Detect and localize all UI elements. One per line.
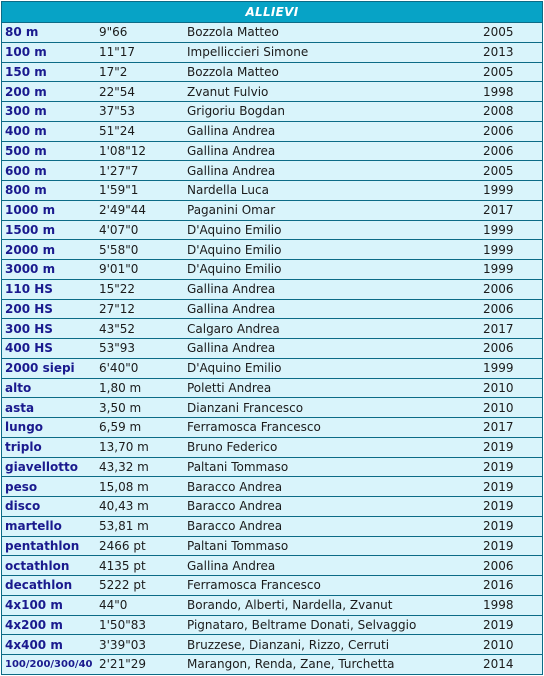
athlete-cell: Bozzola Matteo (187, 64, 279, 79)
table-row (2, 339, 542, 358)
table-row (2, 379, 542, 398)
table-row (2, 181, 542, 200)
table-row (2, 102, 542, 121)
year-cell: 2019 (483, 519, 514, 534)
year-cell: 1999 (483, 242, 514, 257)
year-cell: 2006 (483, 341, 514, 356)
event-cell: 200 m (5, 84, 47, 99)
athlete-cell: Bozzola Matteo (187, 25, 279, 40)
table-row (2, 438, 542, 457)
mark-cell: 1'50"83 (99, 617, 146, 632)
year-cell: 1999 (483, 222, 514, 237)
year-cell: 1999 (483, 183, 514, 198)
athlete-cell: Bruzzese, Dianzani, Rizzo, Cerruti (187, 637, 390, 652)
year-cell: 2010 (483, 380, 514, 395)
event-cell: pentathlon (5, 538, 80, 553)
year-cell: 2013 (483, 45, 514, 60)
mark-cell: 53"93 (99, 341, 136, 356)
table-row (2, 23, 542, 42)
year-cell: 2006 (483, 301, 514, 316)
year-cell: 2005 (483, 25, 514, 40)
mark-cell: 1,80 m (99, 380, 142, 395)
year-cell: 2019 (483, 440, 514, 455)
event-cell: triplo (5, 440, 42, 455)
table-row (2, 319, 542, 338)
year-cell: 2019 (483, 459, 514, 474)
table-row (2, 43, 542, 62)
event-cell: 600 m (5, 163, 47, 178)
event-cell: 2000 siepi (5, 361, 75, 376)
mark-cell: 13,70 m (99, 440, 149, 455)
athlete-cell: Baracco Andrea (187, 499, 283, 514)
event-cell: 800 m (5, 183, 47, 198)
athlete-cell: Gallina Andrea (187, 301, 276, 316)
table-row (2, 122, 542, 141)
athlete-cell: Paganini Omar (187, 203, 276, 218)
athlete-cell: D'Aquino Emilio (187, 242, 282, 257)
year-cell: 2016 (483, 578, 514, 593)
event-cell: giavellotto (5, 459, 78, 474)
event-cell: 4x100 m (5, 598, 63, 613)
table-row (2, 655, 542, 674)
year-cell: 2008 (483, 104, 514, 119)
table-row (2, 576, 542, 595)
table-row (2, 418, 542, 437)
table-title: ALLIEVI (2, 2, 542, 22)
year-cell: 2005 (483, 163, 514, 178)
mark-cell: 9"66 (99, 25, 128, 40)
year-cell: 2005 (483, 64, 514, 79)
athlete-cell: Pignataro, Beltrame Donati, Selvaggio (187, 617, 417, 632)
mark-cell: 22"54 (99, 84, 136, 99)
mark-cell: 44"0 (99, 598, 128, 613)
event-cell: lungo (5, 420, 44, 435)
year-cell: 1999 (483, 262, 514, 277)
year-cell: 2017 (483, 203, 514, 218)
athlete-cell: Gallina Andrea (187, 558, 276, 573)
mark-cell: 3,50 m (99, 400, 142, 415)
table-row (2, 201, 542, 220)
mark-cell: 6,59 m (99, 420, 142, 435)
event-cell: 4x400 m (5, 637, 63, 652)
table-row (2, 300, 542, 319)
table-row (2, 596, 542, 615)
event-cell: 4x200 m (5, 617, 63, 632)
athlete-cell: Gallina Andrea (187, 341, 276, 356)
mark-cell: 1'27"7 (99, 163, 139, 178)
table-row (2, 63, 542, 82)
athlete-cell: Baracco Andrea (187, 519, 283, 534)
athlete-cell: Ferramosca Francesco (187, 420, 321, 435)
year-cell: 2019 (483, 538, 514, 553)
year-cell: 1999 (483, 361, 514, 376)
table-row (2, 142, 542, 161)
table-row (2, 517, 542, 536)
year-cell: 2019 (483, 499, 514, 514)
athlete-cell: Poletti Andrea (187, 380, 272, 395)
athlete-cell: Calgaro Andrea (187, 321, 280, 336)
year-cell: 2017 (483, 321, 514, 336)
event-cell: 400 m (5, 124, 47, 139)
event-cell: 1000 m (5, 203, 56, 218)
table-row (2, 537, 542, 556)
mark-cell: 1'08"12 (99, 143, 146, 158)
athlete-cell: Gallina Andrea (187, 163, 276, 178)
mark-cell: 2466 pt (99, 538, 146, 553)
table-row (2, 221, 542, 240)
table-row (2, 477, 542, 496)
athlete-cell: Ferramosca Francesco (187, 578, 321, 593)
athlete-cell: Grigoriu Bogdan (187, 104, 285, 119)
athlete-cell: Zvanut Fulvio (187, 84, 269, 99)
athlete-cell: Impelliccieri Simone (187, 45, 309, 60)
mark-cell: 5222 pt (99, 578, 146, 593)
mark-cell: 51"24 (99, 124, 136, 139)
year-cell: 2010 (483, 637, 514, 652)
mark-cell: 17"2 (99, 64, 128, 79)
mark-cell: 43"52 (99, 321, 136, 336)
year-cell: 2019 (483, 479, 514, 494)
athlete-cell: Paltani Tommaso (187, 538, 289, 553)
year-cell: 2019 (483, 617, 514, 632)
athlete-cell: Gallina Andrea (187, 143, 276, 158)
athlete-cell: D'Aquino Emilio (187, 222, 282, 237)
year-cell: 2006 (483, 143, 514, 158)
mark-cell: 27"12 (99, 301, 136, 316)
athlete-cell: Gallina Andrea (187, 124, 276, 139)
event-cell: 1500 m (5, 222, 56, 237)
mark-cell: 2'21"29 (99, 657, 146, 672)
table-row (2, 161, 542, 180)
athlete-cell: Marangon, Renda, Zane, Turchetta (187, 657, 395, 672)
table-row (2, 497, 542, 516)
mark-cell: 5'58"0 (99, 242, 139, 257)
table-row (2, 240, 542, 259)
table-row (2, 556, 542, 575)
year-cell: 2006 (483, 124, 514, 139)
table-row (2, 260, 542, 279)
event-cell: 200 HS (5, 301, 53, 316)
year-cell: 2010 (483, 400, 514, 415)
athlete-cell: Gallina Andrea (187, 282, 276, 297)
table-row (2, 82, 542, 101)
mark-cell: 2'49"44 (99, 203, 146, 218)
mark-cell: 3'39"03 (99, 637, 146, 652)
mark-cell: 15,08 m (99, 479, 149, 494)
athlete-cell: D'Aquino Emilio (187, 262, 282, 277)
athlete-cell: Borando, Alberti, Nardella, Zvanut (187, 598, 393, 613)
mark-cell: 9'01"0 (99, 262, 139, 277)
event-cell: martello (5, 519, 62, 534)
athlete-cell: D'Aquino Emilio (187, 361, 282, 376)
mark-cell: 15"22 (99, 282, 136, 297)
athlete-cell: Dianzani Francesco (187, 400, 304, 415)
mark-cell: 6'40"0 (99, 361, 139, 376)
event-cell: 300 HS (5, 321, 53, 336)
athlete-cell: Paltani Tommaso (187, 459, 289, 474)
mark-cell: 43,32 m (99, 459, 149, 474)
year-cell: 2006 (483, 558, 514, 573)
event-cell: 110 HS (5, 282, 53, 297)
event-cell: alto (5, 380, 32, 395)
event-cell: disco (5, 499, 41, 514)
event-cell: 400 HS (5, 341, 53, 356)
year-cell: 2006 (483, 282, 514, 297)
records-table (1, 1, 543, 675)
year-cell: 2014 (483, 657, 514, 672)
athlete-cell: Nardella Luca (187, 183, 269, 198)
year-cell: 1998 (483, 598, 514, 613)
table-row (2, 359, 542, 378)
mark-cell: 40,43 m (99, 499, 149, 514)
event-cell: 300 m (5, 104, 47, 119)
event-cell: 100/200/300/40 (5, 658, 93, 670)
mark-cell: 4'07"0 (99, 222, 139, 237)
mark-cell: 53,81 m (99, 519, 149, 534)
table-row (2, 458, 542, 477)
event-cell: 2000 m (5, 242, 56, 257)
event-cell: 150 m (5, 64, 47, 79)
mark-cell: 1'59"1 (99, 183, 139, 198)
event-cell: 500 m (5, 143, 47, 158)
athlete-cell: Bruno Federico (187, 440, 278, 455)
event-cell: peso (5, 479, 38, 494)
athlete-cell: Baracco Andrea (187, 479, 283, 494)
mark-cell: 4135 pt (99, 558, 146, 573)
event-cell: 100 m (5, 45, 47, 60)
year-cell: 1998 (483, 84, 514, 99)
mark-cell: 11"17 (99, 45, 136, 60)
table-row (2, 616, 542, 635)
year-cell: 2017 (483, 420, 514, 435)
mark-cell: 37"53 (99, 104, 136, 119)
table-row (2, 398, 542, 417)
event-cell: octathlon (5, 558, 70, 573)
event-cell: decathlon (5, 578, 73, 593)
table-row (2, 635, 542, 654)
table-row (2, 280, 542, 299)
event-cell: asta (5, 400, 35, 415)
event-cell: 80 m (5, 25, 39, 40)
event-cell: 3000 m (5, 262, 56, 277)
